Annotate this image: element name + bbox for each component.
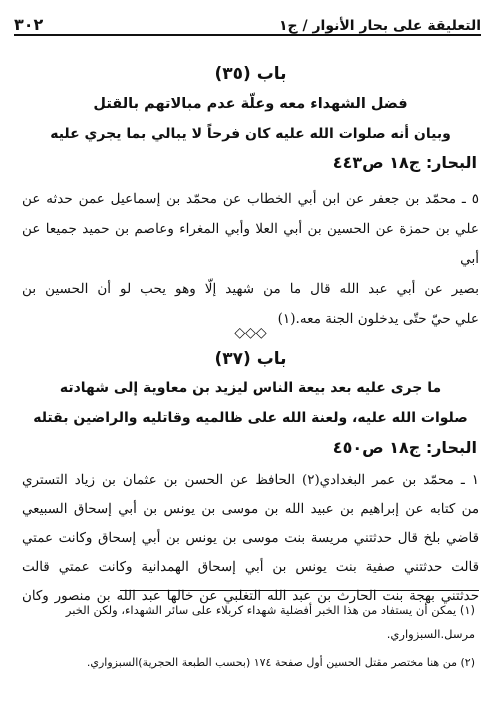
page-number: ٣٠٢ [14,15,44,34]
text-line: من كتابه عن إبراهيم بن عبيد الله بن موسى بن يونس بن أبي إسحاق السبيعي [22,502,479,517]
footnote-divider [120,590,479,591]
chapter-heading-37: باب (٣٧) [214,349,287,369]
chapter-title-line-2: صلوات الله عليه، ولعنة الله على ظالميه وقاتليه والراضين بقتله [33,410,468,426]
text-line: حدثتني بهجة بنت الحارث بن عبد الله التغلبي عن خالها عبد الله بن منصور وكان [22,589,479,604]
running-title: التعليقة على بحار الأنوار / ج١ [278,18,481,34]
text-line: علي حيّ حتّى يدخلون الجنة معه.(١) [277,311,479,327]
chapter-heading-35: باب (٣٥) [214,64,287,84]
source-reference: البحار: ج١٨ ص٤٤٣ [332,153,477,172]
hadith-text-5 [22,184,479,334]
text-line: قالت حدثتني صفية بنت يونس بن أبي إسحاق الهمدانية وكانت عمتي قالت [22,560,479,575]
section-separator: ◇◇◇ [234,325,267,341]
text-line: ٥ ـ محمّد بن جعفر عن ابن أبي الخطاب عن محمّد بن إسماعيل عمن حدثه عن [22,191,479,207]
page-header [14,4,481,36]
footnote-2: (٢) من هنا مختصر مقتل الحسين أول صفحة ١٧٤ (بحسب الطبعة الحجرية)السبزواري. [86,656,475,669]
chapter-title-line-1: فضل الشهداء معه وعلّة عدم مبالاتهم بالقتل [93,96,408,112]
footnote-1-continued: مرسل.السبزواري. [386,627,475,641]
source-reference: البحار: ج١٨ ص٤٥٠ [332,438,477,457]
text-line: علي بن حمزة عن الحسين بن أبي العلا وأبي المغراء وعاصم بن حميد جميعا عن أبي [22,221,479,267]
text-line: قاضي بلخ قال حدثتني مريسة بنت موسى بن يونس بن أبي إسحاق وكانت عمتي [22,531,479,546]
footnote-1: (١) يمكن أن يستفاد من هذا الخبر أفضلية شهداء كربلاء على سائر الشهداء، ولكن الخبر [65,603,475,617]
chapter-title-line-2: وبيان أنه صلوات الله عليه كان فرحاً لا يبالي بما يجري عليه [50,126,451,142]
text-line: بصير عن أبي عبد الله قال ما من شهيد إلّا وهو يحب لو أن الحسين بن [22,281,479,297]
chapter-title-line-1: ما جرى عليه بعد بيعة الناس ليزيد بن معاوية إلى شهادته [59,380,442,396]
text-line: ١ ـ محمّد بن عمر البغدادي(٢) الحافظ عن الحسن بن عثمان بن زياد التستري [22,473,479,488]
